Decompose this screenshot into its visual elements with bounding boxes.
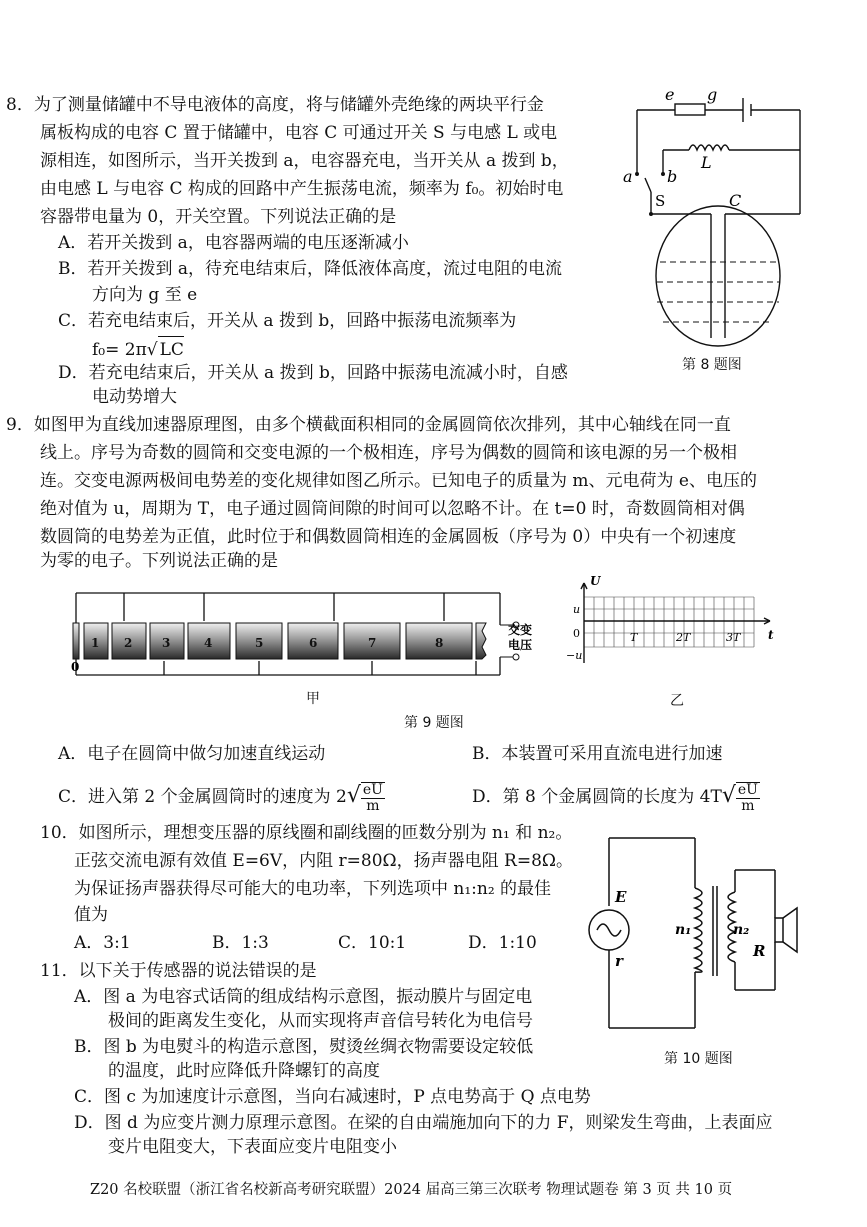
fraction-num: eU <box>737 781 758 798</box>
q11-option-d-cont: 变片电阻变大，下表面应变片电阻变小 <box>108 1137 397 1157</box>
tube-label: 5 <box>255 636 264 650</box>
label-n1: n₁ <box>675 922 692 938</box>
fraction-den: m <box>741 797 755 814</box>
q11-option-a-cont: 极间的距离发生变化，从而实现将声音信号转化为电信号 <box>108 1011 533 1031</box>
q8-line: 源相连，如图所示，当开关拨到 a，电容器充电，当开关从 a 拨到 b， <box>40 151 569 171</box>
fraction <box>736 782 760 814</box>
label-n2: n₂ <box>733 922 750 938</box>
q8-option-d: D．若充电结束后，开关从 a 拨到 b，回路中振荡电流减小时，自感 <box>58 363 568 383</box>
tube-label: 1 <box>91 636 100 650</box>
tube-label: 4 <box>204 636 213 650</box>
q10-line: 10．如图所示，理想变压器的原线圈和副线圈的匝数分别为 n₁ 和 n₂。 <box>40 823 573 843</box>
q9-option-c <box>58 776 385 817</box>
tube-label: 7 <box>368 636 377 650</box>
q9-caption: 第 9 题图 <box>404 715 464 731</box>
q11-stem: 11．以下关于传感器的说法错误的是 <box>40 961 317 981</box>
graph-tick-2T: 2T <box>676 631 691 644</box>
label-L: L <box>701 153 712 172</box>
label-S: S <box>655 192 666 210</box>
q8-figure <box>615 82 810 352</box>
q8-option-d-cont: 电动势增大 <box>92 387 177 407</box>
label-e: e <box>665 85 675 104</box>
page-footer: Z20 名校联盟（浙江省名校新高考研究联盟）2024 届高三第三次联考 物理试题卷 第 3 页 共 10 页 <box>90 1182 733 1198</box>
q10-option-a: A．3:1 <box>74 933 131 953</box>
q10-option-c: C．10:1 <box>338 933 407 953</box>
fraction <box>361 782 385 814</box>
q9-line: 绝对值为 u，周期为 T，电子通过圆筒间隙的时间可以忽略不计。在 t=0 时，奇数圆筒相对偶 <box>40 499 745 519</box>
q9-option-a: A．电子在圆筒中做匀加速直线运动 <box>58 744 326 764</box>
q11-option-b-cont: 的温度，此时应降低升降螺钉的高度 <box>108 1061 380 1081</box>
q11-option-a: A．图 a 为电容式话筒的组成结构示意图，振动膜片与固定电 <box>74 987 533 1007</box>
q8-option-a: A．若开关拨到 a，电容器两端的电压逐渐减小 <box>58 233 409 253</box>
q9-figure-jia <box>64 585 544 685</box>
q9-option-d <box>472 776 760 817</box>
q10-line: 值为 <box>74 905 108 925</box>
q10-figure <box>585 830 815 1040</box>
q9-line: 为零的电子。下列说法正确的是 <box>40 551 278 571</box>
sqrt-sign: √ <box>146 340 158 360</box>
q10-line: 为保证扬声器获得尽可能大的电功率，下列选项中 n₁:n₂ 的最佳 <box>74 879 552 899</box>
q9-option-b: B．本装置可采用直流电进行加速 <box>472 744 723 764</box>
q8-option-b: B．若开关拨到 a，待充电结束后，降低液体高度，流过电阻的电流 <box>58 259 563 279</box>
q8-caption: 第 8 题图 <box>682 357 742 373</box>
formula-prefix: f₀= 2π <box>92 340 147 360</box>
q10-line: 正弦交流电源有效值 E=6V，内阻 r=80Ω，扬声器电阻 R=8Ω。 <box>74 851 574 871</box>
tube-label: 6 <box>309 636 318 650</box>
graph-tick-3T: 3T <box>726 631 741 644</box>
graph-y-label: U <box>590 575 601 588</box>
source-label-1: 交变 <box>508 623 533 637</box>
q9-option-c-text: C．进入第 2 个金属圆筒时的速度为 2 <box>58 787 347 807</box>
q8-line: 8．为了测量储罐中不导电液体的高度，将与储罐外壳绝缘的两块平行金 <box>6 95 544 115</box>
graph-tick-0: 0 <box>573 627 580 640</box>
q9-line: 线上。序号为奇数的圆筒和交变电源的一个极相连，序号为偶数的圆筒和该电源的另一个极相 <box>40 443 737 463</box>
label-R: R <box>753 942 766 960</box>
q8-option-c-formula <box>92 336 184 363</box>
label-b: b <box>667 167 678 186</box>
q10-option-d: D．1:10 <box>468 933 537 953</box>
q8-option-b-cont: 方向为 g 至 e <box>92 285 198 305</box>
tube-label: 3 <box>162 636 171 650</box>
q9-line: 9．如图甲为直线加速器原理图，由多个横截面积相同的金属圆筒依次排列，其中心轴线在同一直 <box>6 415 731 435</box>
q11-option-d: D．图 d 为应变片测力原理示意图。在梁的自由端施加向下的力 F，则梁发生弯曲，上表面应 <box>74 1113 773 1133</box>
fraction-den: m <box>366 797 380 814</box>
q8-option-c: C．若充电结束后，开关从 a 拨到 b，回路中振荡电流频率为 <box>58 311 517 331</box>
label-a: a <box>623 167 633 186</box>
plate-label: 0 <box>71 660 80 674</box>
q8-line: 属板构成的电容 C 置于储罐中，电容 C 可通过开关 S 与电感 L 或电 <box>40 123 558 143</box>
q8-line: 由电感 L 与电容 C 构成的回路中产生振荡电流，频率为 f₀。初始时电 <box>40 179 564 199</box>
q9-line: 数圆筒的电势差为正值，此时位于和偶数圆筒相连的金属圆板（序号为 0）中央有一个初速度 <box>40 527 737 547</box>
graph-tick-u: u <box>573 603 581 616</box>
label-g: g <box>707 85 718 104</box>
label-r: r <box>615 952 623 970</box>
fraction-num: eU <box>362 781 383 798</box>
q9-sub-yi: 乙 <box>670 693 684 709</box>
tube-label: 2 <box>124 636 133 650</box>
q8-line: 容器带电量为 0，开关空置。下列说法正确的是 <box>40 207 397 227</box>
q9-sub-jia: 甲 <box>306 691 320 707</box>
q10-option-b: B．1:3 <box>212 933 269 953</box>
label-E: E <box>615 888 627 906</box>
graph-tick-T: T <box>630 631 638 644</box>
q11-option-c: C．图 c 为加速度计示意图，当向右减速时，P 点电势高于 Q 点电势 <box>74 1087 591 1107</box>
q9-option-d-text: D．第 8 个金属圆筒的长度为 4T <box>472 787 722 807</box>
q9-figure-yi <box>560 575 785 675</box>
sqrt-radicand: LC <box>158 336 184 363</box>
sqrt-sign: √ <box>721 783 736 808</box>
label-C: C <box>729 191 742 210</box>
graph-x-label: t <box>768 628 774 642</box>
tube-label: 8 <box>435 636 444 650</box>
q9-line: 连。交变电源两极间电势差的变化规律如图乙所示。已知电子的质量为 m、元电荷为 e、电压的 <box>40 471 757 491</box>
q11-option-b: B．图 b 为电熨斗的构造示意图，熨烫丝绸衣物需要设定较低 <box>74 1037 534 1057</box>
source-label-2: 电压 <box>508 638 533 652</box>
sqrt-sign: √ <box>346 783 361 808</box>
q10-caption: 第 10 题图 <box>664 1051 733 1067</box>
graph-tick-neg-u: −u <box>566 649 583 662</box>
